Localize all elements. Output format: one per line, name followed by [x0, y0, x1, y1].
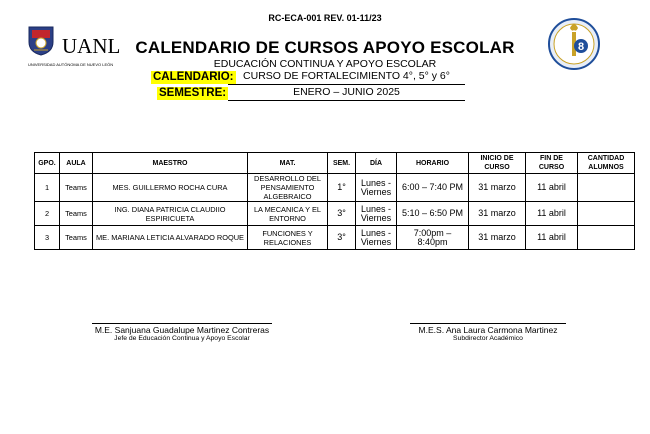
col-header-maestro: MAESTRO — [93, 153, 248, 174]
table-row — [35, 226, 635, 250]
cell-horario: 7:00pm – 8:40pm — [397, 226, 469, 250]
cell-maestro: ING. DIANA PATRICIA CLAUDIIO ESPIRICUETA — [93, 202, 248, 226]
table-row — [35, 202, 635, 226]
table-row — [35, 174, 635, 202]
cell-aula: Teams — [60, 174, 93, 202]
col-header-inicio: INICIO DE CURSO — [469, 153, 526, 174]
calendario-label: CALENDARIO: — [153, 71, 234, 83]
courses-table — [34, 152, 635, 250]
col-header-horario: HORARIO — [397, 153, 469, 174]
cell-aula: Teams — [60, 202, 93, 226]
col-header-aula: AULA — [60, 153, 93, 174]
cell-dia: Lunes - Viernes — [356, 202, 397, 226]
page-subtitle: EDUCACIÓN CONTINUA Y APOYO ESCOLAR — [213, 58, 437, 70]
cell-mat: DESARROLLO DEL PENSAMIENTO ALGEBRAICO — [248, 174, 328, 202]
col-header-gpo: GPO. — [35, 153, 60, 174]
calendario-value: CURSO DE FORTALECIMIENTO 4°, 5° y 6° — [243, 70, 450, 82]
cell-gpo: 1 — [35, 174, 60, 202]
cell-maestro: ME. MARIANA LETICIA ALVARADO ROQUE — [93, 226, 248, 250]
col-header-cantidad: CANTIDAD ALUMNOS — [578, 153, 635, 174]
cell-fin: 11 abril — [526, 202, 578, 226]
semestre-value-field — [228, 86, 465, 101]
cell-fin: 11 abril — [526, 226, 578, 250]
cell-cantidad — [578, 202, 635, 226]
cell-maestro: MES. GUILLERMO ROCHA CURA — [93, 174, 248, 202]
cell-aula: Teams — [60, 226, 93, 250]
signature-role-right: Subdirector Académico — [453, 335, 523, 342]
col-header-fin: FIN DE CURSO — [526, 153, 578, 174]
col-header-dia: DÍA — [356, 153, 397, 174]
page-title: CALENDARIO DE CURSOS APOYO ESCOLAR — [135, 38, 515, 57]
cell-inicio: 31 marzo — [469, 174, 526, 202]
signature-name-left: M.E. Sanjuana Guadalupe Martinez Contreras — [94, 325, 270, 335]
cell-dia: Lunes - Viernes — [356, 226, 397, 250]
signature-line-right — [410, 323, 566, 324]
cell-mat: LA MECANICA Y EL ENTORNO — [248, 202, 328, 226]
col-header-sem: SEM. — [328, 153, 356, 174]
uanl-logo-subtext: UNIVERSIDAD AUTÓNOMA DE NUEVO LEÓN — [28, 62, 114, 67]
cell-gpo: 2 — [35, 202, 60, 226]
semestre-value: ENERO – JUNIO 2025 — [293, 86, 400, 98]
table-header-row — [35, 153, 635, 174]
calendario-value-field — [228, 70, 465, 85]
signature-role-left: Jefe de Educación Continua y Apoyo Escolar — [114, 335, 250, 342]
cell-horario: 5:10 – 6:50 PM — [397, 202, 469, 226]
cell-cantidad — [578, 226, 635, 250]
cell-sem: 3° — [328, 226, 356, 250]
cell-horario: 6:00 – 7:40 PM — [397, 174, 469, 202]
seal-number: 8 — [577, 41, 585, 53]
cell-inicio: 31 marzo — [469, 226, 526, 250]
cell-cantidad — [578, 174, 635, 202]
seal-logo — [548, 18, 600, 70]
col-header-mat: MAT. — [248, 153, 328, 174]
semestre-label: SEMESTRE: — [159, 87, 227, 99]
cell-gpo: 3 — [35, 226, 60, 250]
uanl-logo-text: UANL — [62, 34, 121, 58]
document-code: RC-ECA-001 REV. 01-11/23 — [268, 13, 382, 23]
cell-fin: 11 abril — [526, 174, 578, 202]
cell-sem: 3° — [328, 202, 356, 226]
cell-mat: FUNCIONES Y RELACIONES — [248, 226, 328, 250]
cell-dia: Lunes - Viernes — [356, 174, 397, 202]
signature-name-right: M.E.S. Ana Laura Carmona Martinez — [418, 325, 558, 335]
cell-inicio: 31 marzo — [469, 202, 526, 226]
cell-sem: 1° — [328, 174, 356, 202]
signature-line-left — [92, 323, 272, 324]
